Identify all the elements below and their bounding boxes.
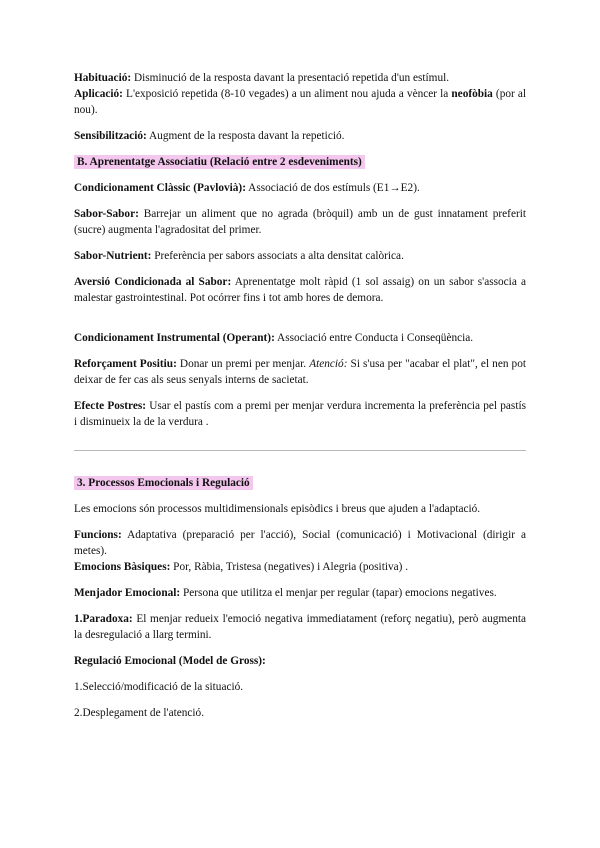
text-paradoxa: El menjar redueix l'emoció negativa immediatament (reforç negatiu), però augmenta la desregulació a llarg termini. bbox=[74, 613, 526, 641]
term-menjador: Menjador Emocional: bbox=[74, 587, 181, 599]
paragraph-instrumental bbox=[74, 330, 526, 346]
text-aplicacio-1: L'exposició repetida (8-10 vegades) a un aliment nou ajuda a vèncer la bbox=[122, 88, 452, 100]
section-3-heading bbox=[74, 475, 526, 491]
text-menjador: Persona que utilitza el menjar per regular (tapar) emocions negatives. bbox=[180, 587, 497, 599]
term-sensibilitzacio: Sensibilització: bbox=[74, 130, 147, 142]
paragraph-reforcament bbox=[74, 356, 526, 388]
document-page bbox=[74, 70, 526, 721]
section-b-heading bbox=[74, 154, 526, 170]
paragraph-funcions bbox=[74, 527, 526, 559]
paragraph-postres bbox=[74, 398, 526, 430]
text-funcions: Adaptativa (preparació per l'acció), Social (comunicació) i Motivacional (dirigir a metes). bbox=[74, 529, 526, 557]
paragraph-aversio bbox=[74, 274, 526, 306]
term-basiques: Emocions Bàsiques: bbox=[74, 561, 171, 573]
paragraph-sabor-sabor bbox=[74, 206, 526, 238]
term-sabor-nutrient: Sabor-Nutrient: bbox=[74, 250, 152, 262]
text-instrumental: Associació entre Conducta i Conseqüència. bbox=[274, 332, 474, 344]
paragraph-menjador bbox=[74, 585, 526, 601]
text-sensibilitzacio: Augment de la resposta davant la repetició. bbox=[146, 130, 345, 142]
text-reforcament-2: Si s'usa per "acabar el plat", el nen pot deixar de fer cas als seus senyals interns de sacietat. bbox=[74, 358, 526, 386]
list-item-step-2: 2.Desplegament de l'atenció. bbox=[74, 707, 205, 719]
section-b-title: B. Aprenentatge Associatiu (Relació entre 2 esdeveniments) bbox=[74, 155, 365, 169]
term-classic: Condicionament Clàssic (Pavlovià): bbox=[74, 182, 246, 194]
text-habituacio: Disminució de la resposta davant la presentació repetida d'un estímul. bbox=[131, 72, 450, 84]
word-neofobia: neofòbia bbox=[451, 88, 493, 100]
text-sabor-sabor: Barrejar un aliment que no agrada (bròquil) amb un de gust innatament preferit (sucre) augmenta l'agradositat del primer. bbox=[74, 208, 526, 236]
paragraph-classic bbox=[74, 180, 526, 196]
paragraph-sensibilitzacio bbox=[74, 128, 526, 144]
list-item-step-1: 1.Selecció/modificació de la situació. bbox=[74, 681, 244, 693]
text-aversio: Aprenentatge molt ràpid (1 sol assaig) on un sabor s'associa a malestar gastrointestinal. Pot ocórrer fins i tot amb hores de demora. bbox=[74, 276, 526, 304]
paragraph-aplicacio bbox=[74, 86, 526, 118]
title-gross: Regulació Emocional (Model de Gross): bbox=[74, 655, 266, 667]
text-postres: Usar el pastís com a premi per menjar verdura incrementa la preferència pel pastís i disminueix la de la verdura . bbox=[74, 400, 526, 428]
paragraph-habituacio bbox=[74, 70, 526, 86]
term-aversio: Aversió Condicionada al Sabor: bbox=[74, 276, 232, 288]
word-atencio: Atenció: bbox=[309, 358, 348, 370]
section-3-title: 3. Processos Emocionals i Regulació bbox=[74, 476, 253, 490]
term-sabor-sabor: Sabor-Sabor: bbox=[74, 208, 139, 220]
term-aplicacio: Aplicació: bbox=[74, 88, 123, 100]
term-postres: Efecte Postres: bbox=[74, 400, 147, 412]
term-paradoxa: 1.Paradoxa: bbox=[74, 613, 133, 625]
text-sabor-nutrient: Preferència per sabors associats a alta densitat calòrica. bbox=[151, 250, 404, 262]
paragraph-paradoxa bbox=[74, 611, 526, 643]
text-classic: Associació de dos estímuls (E1→E2). bbox=[245, 182, 420, 194]
text-basiques: Por, Ràbia, Tristesa (negatives) i Alegria (positiva) . bbox=[170, 561, 409, 573]
paragraph-sabor-nutrient bbox=[74, 248, 526, 264]
term-funcions: Funcions: bbox=[74, 529, 122, 541]
term-habituacio: Habituació: bbox=[74, 72, 132, 84]
term-reforcament: Reforçament Positiu: bbox=[74, 358, 177, 370]
paragraph-emocions-intro: Les emocions són processos multidimensionals episòdics i breus que ajuden a l'adaptació. bbox=[74, 503, 481, 515]
text-aplicacio-2: (por al nou). bbox=[74, 88, 527, 116]
heading-gross bbox=[74, 653, 526, 669]
term-instrumental: Condicionament Instrumental (Operant): bbox=[74, 332, 275, 344]
text-reforcament-1: Donar un premi per menjar. bbox=[176, 358, 310, 370]
paragraph-basiques bbox=[74, 559, 526, 575]
